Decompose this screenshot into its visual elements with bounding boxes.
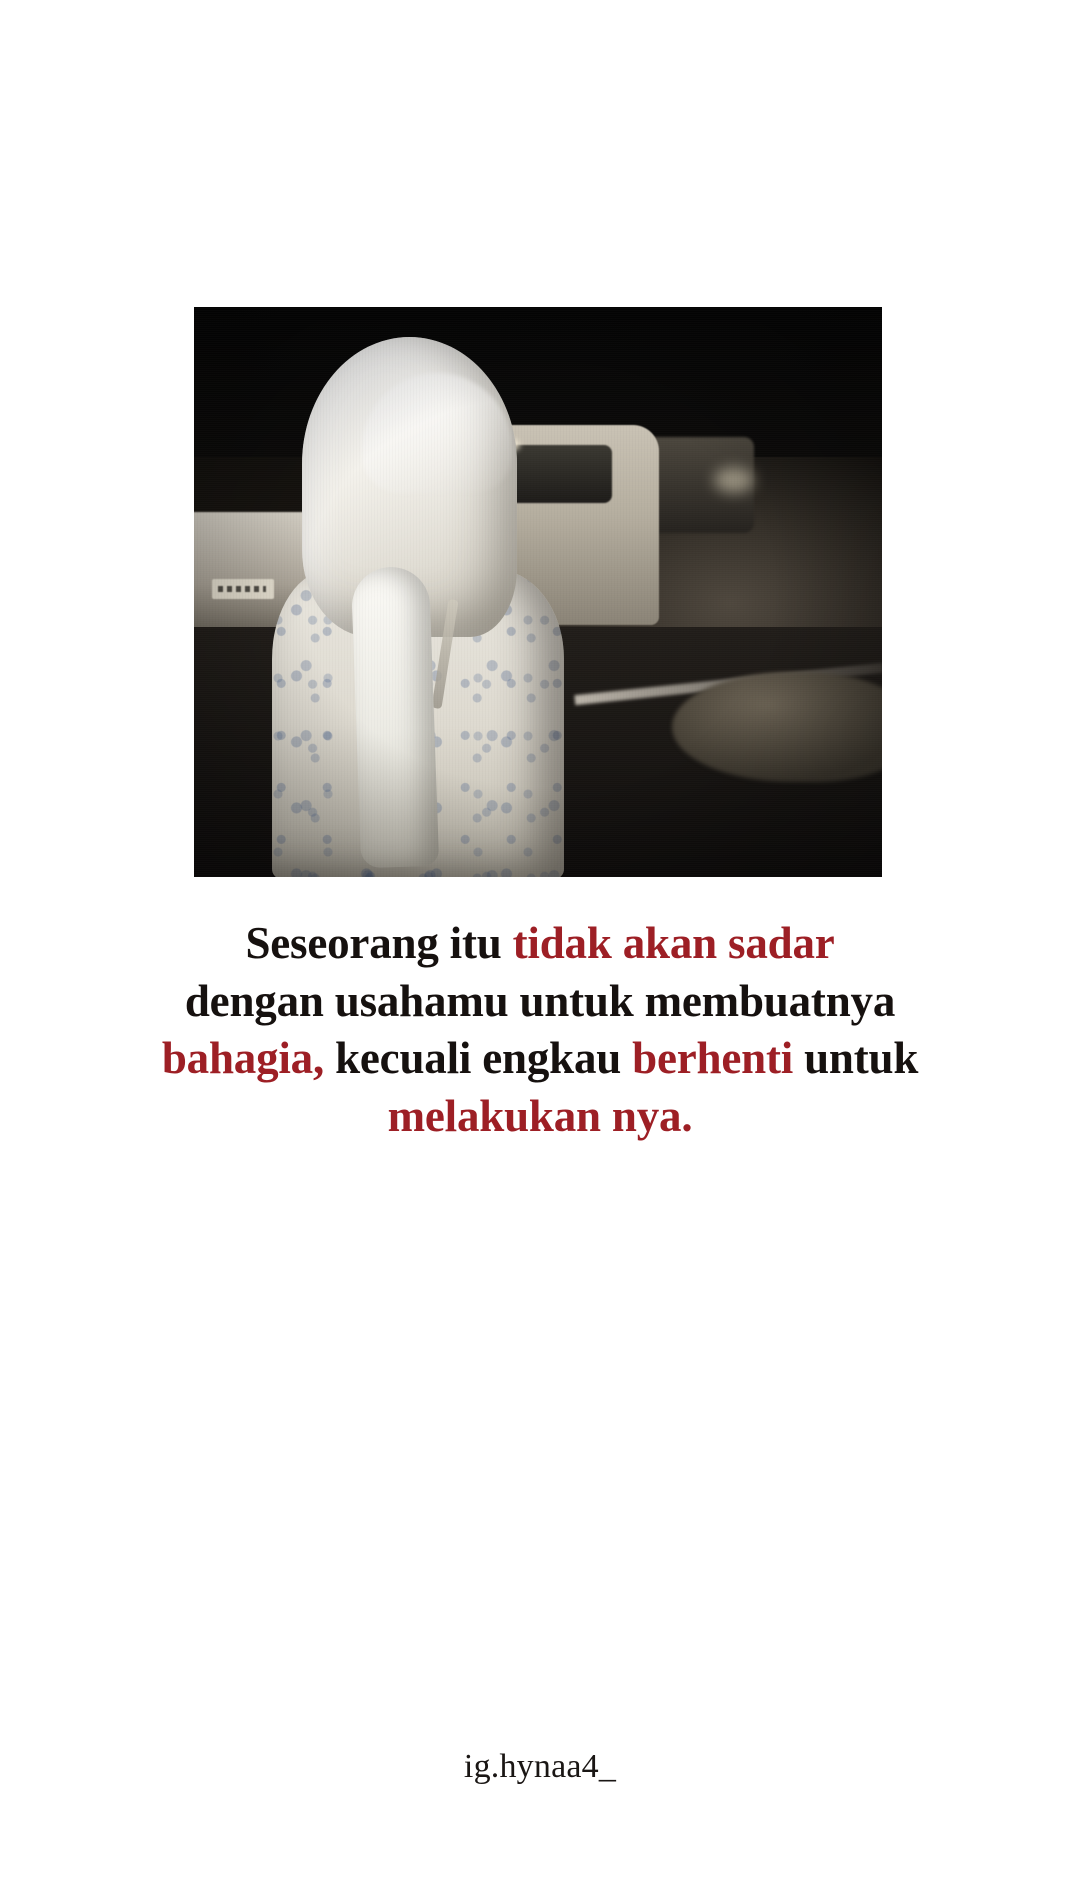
person-subject [264, 337, 564, 877]
caption-line [90, 973, 990, 1031]
account-handle: ig.hynaa4_ [463, 1748, 617, 1785]
caption-line [90, 1030, 990, 1088]
caption-highlight: bahagia, [161, 1033, 325, 1084]
caption-highlight: berhenti [632, 1033, 794, 1084]
caption-highlight: tidak akan sadar [512, 918, 835, 968]
caption-text: dengan usahamu untuk membuatnya [184, 975, 896, 1026]
caption-text: untuk [793, 1033, 919, 1084]
caption-line [90, 1088, 990, 1146]
background-headlight-glow [714, 467, 754, 493]
hijab-tail [351, 566, 439, 869]
caption-highlight: melakukan nya. [387, 1090, 693, 1141]
caption-line [90, 915, 990, 973]
quote-caption [90, 915, 990, 1145]
hijab-fold [362, 373, 512, 493]
caption-text: Seseorang itu [245, 918, 513, 968]
photo-image [194, 307, 882, 877]
caption-text: kecuali engkau [324, 1033, 633, 1084]
photo-frame [194, 307, 882, 877]
